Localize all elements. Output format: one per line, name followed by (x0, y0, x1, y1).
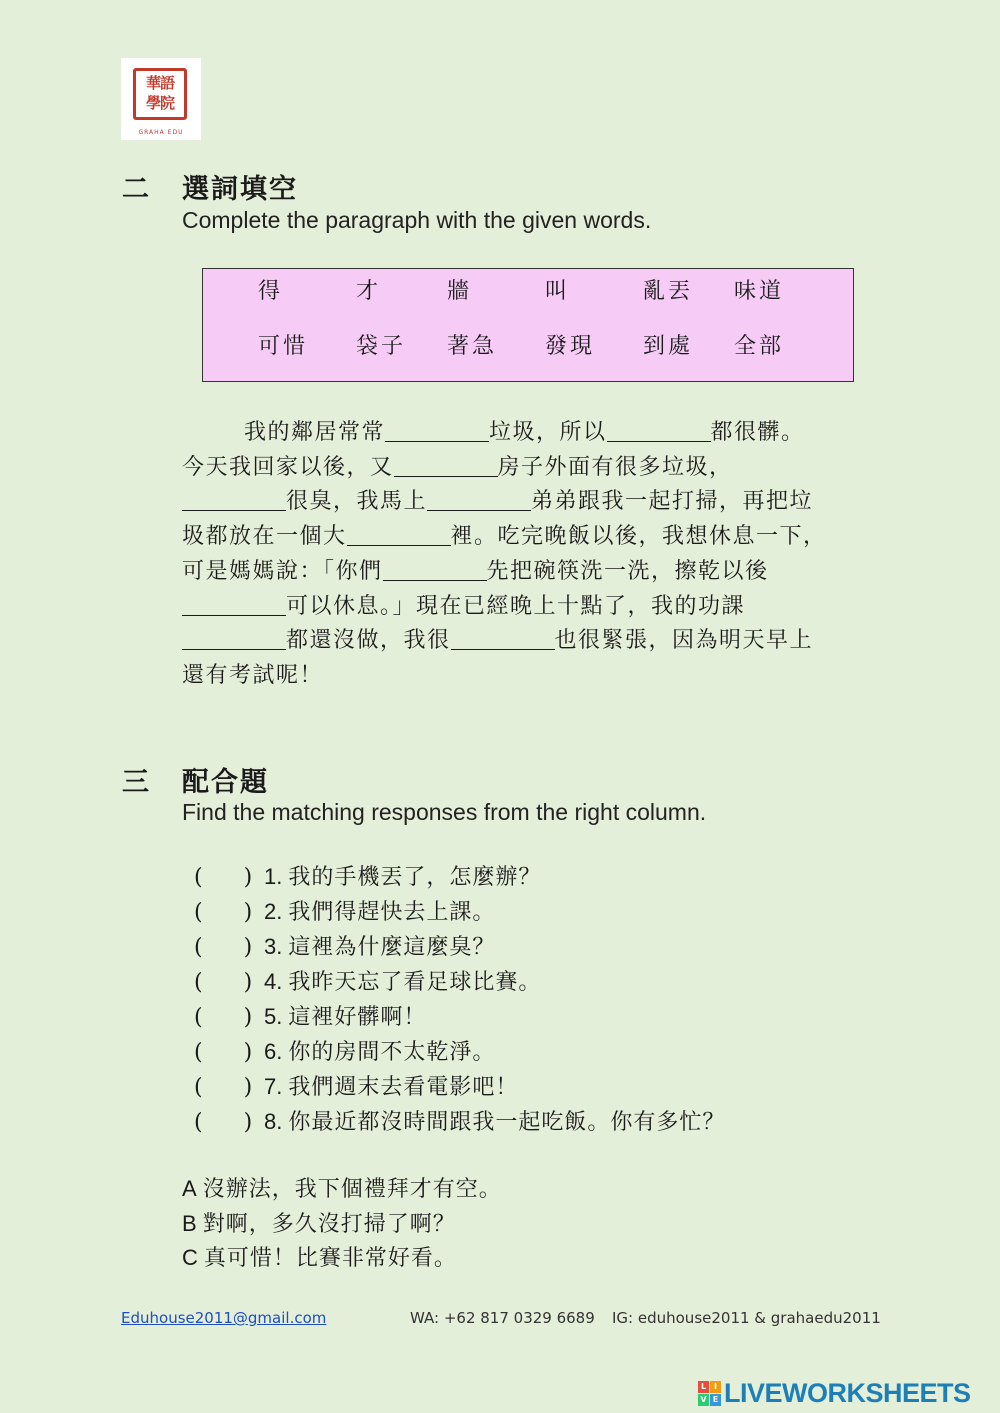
paragraph-text: 圾都放在一個大 (182, 524, 347, 550)
paren-open: ( (194, 1110, 204, 1135)
paren-open: ( (194, 935, 204, 960)
word-bank-item: 發現 (545, 334, 596, 359)
word-bank-item: 全部 (734, 334, 785, 359)
matching-question (194, 930, 495, 961)
word-bank-item: 到處 (643, 334, 694, 359)
paragraph-line (182, 624, 902, 659)
question-number: 4. (264, 969, 283, 994)
matching-question (194, 965, 541, 996)
paragraph-text: 可以休息。」現在已經晚上十點了，我的功課 (286, 593, 746, 619)
paragraph-text: 今天我回家以後，又 (182, 454, 394, 480)
word-bank-item: 得 (258, 279, 284, 304)
paragraph-line (182, 416, 902, 451)
word-bank-item: 著急 (447, 334, 498, 359)
section3-number: 三 (122, 767, 151, 798)
blank-4[interactable] (182, 488, 286, 511)
answer-paren[interactable] (194, 1040, 264, 1065)
question-text: 你的房間不太乾淨。 (288, 1040, 496, 1065)
paragraph-line (182, 451, 902, 486)
matching-question (194, 860, 541, 891)
answer-text: 真可惜！比賽非常好看。 (203, 1246, 457, 1271)
paren-open: ( (194, 1040, 204, 1065)
badge-letter: E (710, 1394, 721, 1406)
answer-letter: A (182, 1176, 197, 1201)
question-text: 這裡為什麼這麼臭？ (288, 935, 496, 960)
answer-option (182, 1241, 457, 1272)
fill-in-paragraph (182, 416, 902, 694)
answer-text: 沒辦法，我下個禮拜才有空。 (202, 1177, 502, 1202)
paren-close: ) (243, 1110, 254, 1135)
badge-letter: I (710, 1381, 721, 1393)
word-bank (202, 268, 854, 382)
question-text: 我們週末去看電影吧！ (288, 1075, 519, 1100)
blank-8[interactable] (182, 593, 286, 616)
paragraph-line (182, 590, 902, 625)
paragraph-text: 很臭，我馬上 (286, 489, 428, 515)
answer-paren[interactable] (194, 1110, 264, 1135)
paragraph-text: 裡。吃完晚飯以後，我想休息一下， (450, 524, 827, 550)
paren-open: ( (194, 865, 204, 890)
blank-10[interactable] (451, 627, 555, 650)
question-number: 7. (264, 1074, 283, 1099)
paragraph-text: 都很髒。 (710, 420, 805, 445)
answer-option (182, 1207, 456, 1238)
liveworksheets-wordmark: LIVEWORKSHEETS (724, 1378, 971, 1408)
word-bank-item: 可惜 (258, 334, 309, 359)
paragraph-text: 可是媽媽說：「你們 (182, 558, 383, 584)
school-logo (121, 58, 201, 140)
word-bank-item: 亂丟 (643, 279, 694, 304)
word-bank-item: 味道 (734, 279, 785, 304)
paragraph-line (182, 520, 902, 555)
matching-question (194, 1070, 518, 1101)
section2-instruction: Complete the paragraph with the given words. (182, 207, 652, 233)
question-text: 我的手機丟了，怎麼辦？ (288, 865, 542, 890)
answer-text: 對啊，多久沒打掃了啊？ (202, 1212, 456, 1237)
section2-title: 選詞填空 (182, 174, 298, 205)
question-text: 這裡好髒啊！ (288, 1005, 427, 1030)
instagram-contact: IG: eduhouse2011 & grahaedu2011 (612, 1309, 881, 1327)
question-number: 6. (264, 1039, 283, 1064)
question-number: 3. (264, 934, 283, 959)
paragraph-text: 弟弟跟我一起打掃，再把垃 (531, 489, 814, 515)
word-bank-item: 才 (356, 279, 382, 304)
paren-open: ( (194, 1075, 204, 1100)
paragraph-text: 都還沒做，我很 (286, 628, 451, 654)
paren-close: ) (243, 865, 254, 890)
section3-instruction: Find the matching responses from the right column. (182, 799, 707, 825)
answer-paren[interactable] (194, 970, 264, 995)
word-bank-item: 牆 (447, 279, 473, 304)
paragraph-text: 也很緊張，因為明天早上 (554, 628, 814, 654)
paragraph-line (182, 485, 902, 520)
blank-1[interactable] (385, 419, 489, 442)
logo-seal-text: 華語學院 (145, 74, 174, 112)
blank-2[interactable] (607, 419, 711, 442)
paragraph-text: 還有考試呢！ (182, 662, 324, 688)
matching-question (194, 1105, 725, 1136)
matching-question (194, 1000, 426, 1031)
blank-3[interactable] (394, 454, 498, 477)
paragraph-text: 垃圾，所以 (489, 420, 607, 445)
blank-5[interactable] (427, 488, 531, 511)
answer-paren[interactable] (194, 1075, 264, 1100)
paren-open: ( (194, 900, 204, 925)
answer-paren[interactable] (194, 865, 264, 890)
blank-9[interactable] (182, 627, 286, 650)
question-text: 我昨天忘了看足球比賽。 (288, 970, 542, 995)
email-link[interactable]: Eduhouse2011@gmail.com (121, 1309, 327, 1327)
question-text: 你最近都沒時間跟我一起吃飯。你有多忙？ (288, 1110, 726, 1135)
blank-7[interactable] (383, 558, 487, 581)
badge-letter: L (698, 1381, 709, 1393)
live-badge-icon (698, 1381, 722, 1407)
matching-question (194, 1035, 495, 1066)
paragraph-text: 房子外面有很多垃圾， (497, 454, 733, 480)
badge-letter: V (698, 1394, 709, 1406)
word-bank-item: 袋子 (356, 334, 407, 359)
answer-paren[interactable] (194, 935, 264, 960)
paren-close: ) (243, 970, 254, 995)
paren-close: ) (243, 935, 254, 960)
paragraph-text: 先把碗筷洗一洗，擦乾以後 (486, 558, 769, 584)
paren-open: ( (194, 1005, 204, 1030)
paren-close: ) (243, 1040, 254, 1065)
paren-close: ) (243, 1075, 254, 1100)
question-text: 我們得趕快去上課。 (288, 900, 496, 925)
paragraph-text: 我的鄰居常常 (244, 420, 386, 445)
whatsapp-contact: WA: +62 817 0329 6689 (410, 1309, 595, 1327)
question-number: 5. (264, 1004, 283, 1029)
paragraph-line (182, 659, 902, 694)
question-number: 8. (264, 1109, 283, 1134)
question-number: 1. (264, 864, 283, 889)
matching-question (194, 895, 495, 926)
section2-number: 二 (122, 174, 151, 205)
answer-letter: B (182, 1211, 197, 1236)
paren-open: ( (194, 970, 204, 995)
answer-paren[interactable] (194, 900, 264, 925)
logo-subtext: GRAHA EDU (138, 129, 184, 136)
liveworksheets-logo[interactable] (698, 1378, 971, 1408)
question-number: 2. (264, 899, 283, 924)
section3-title: 配合題 (182, 767, 269, 798)
blank-6[interactable] (347, 523, 451, 546)
paren-close: ) (243, 900, 254, 925)
answer-option (182, 1172, 502, 1203)
answer-paren[interactable] (194, 1005, 264, 1030)
logo-seal (133, 68, 187, 120)
answer-letter: C (182, 1245, 198, 1270)
word-bank-item: 叫 (545, 279, 571, 304)
paren-close: ) (243, 1005, 254, 1030)
paragraph-line (182, 555, 902, 590)
